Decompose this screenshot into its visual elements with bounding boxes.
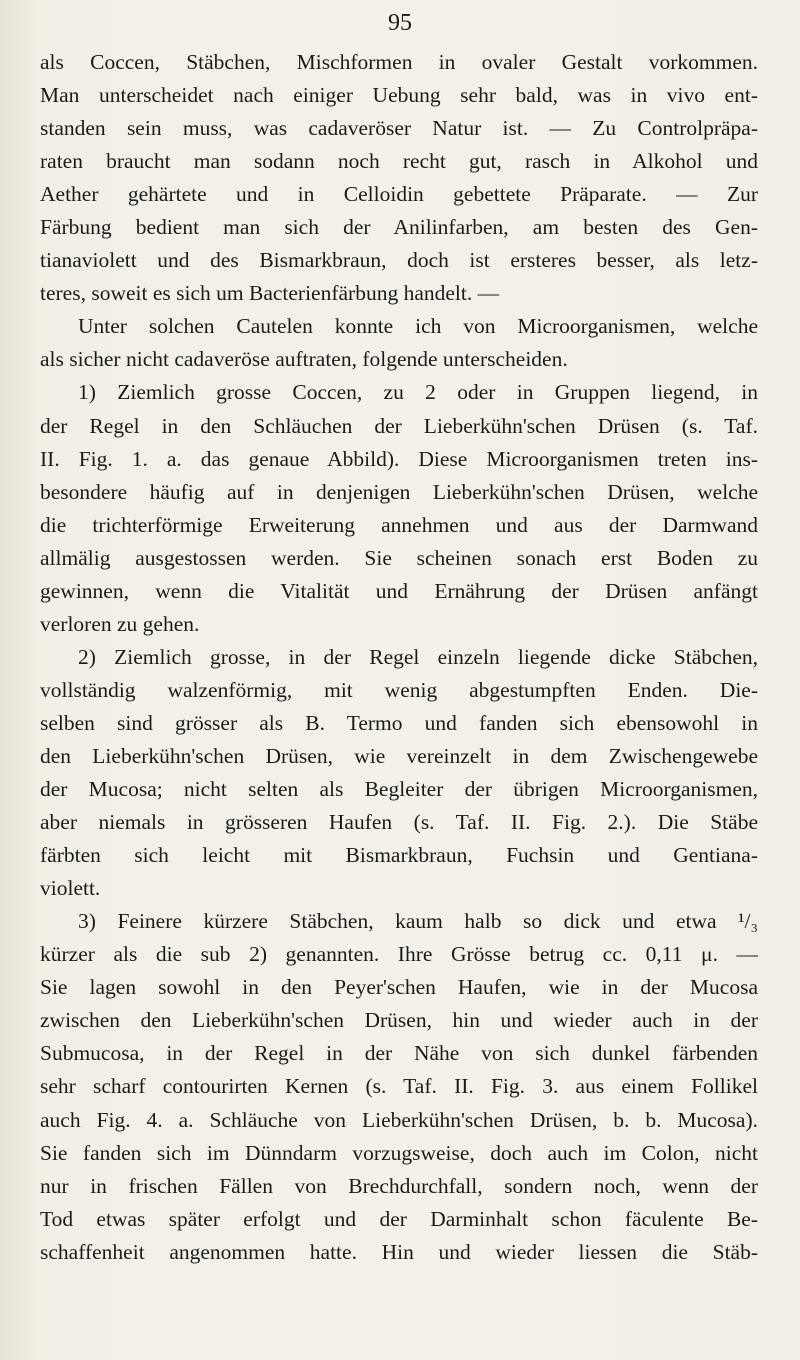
- text-line: 2) Ziemlich grosse, in der Regel einzeln liegende dicke Stäbchen,: [78, 644, 758, 669]
- text-line: als sicher nicht cadaveröse auftraten, folgende unterscheiden.: [40, 347, 568, 372]
- text-line: färbten sich leicht mit Bismarkbraun, Fuchsin und Gentiana-: [40, 843, 758, 868]
- text-line: allmälig ausgestossen werden. Sie scheinen sonach erst Boden zu: [40, 545, 758, 570]
- text-line: der Mucosa; nicht selten als Begleiter der übrigen Microorganismen,: [40, 777, 758, 802]
- text-line: nur in frischen Fällen von Brechdurchfall, sondern noch, wenn der: [40, 1173, 758, 1198]
- page-number: 95: [388, 10, 412, 36]
- text-line: Sie fanden sich im Dünndarm vorzugsweise, doch auch im Colon, nicht: [40, 1140, 758, 1165]
- text-line: Submucosa, in der Regel in der Nähe von sich dunkel färbenden: [40, 1041, 758, 1066]
- text-line: als Coccen, Stäbchen, Mischformen in ovaler Gestalt vorkommen.: [40, 50, 758, 74]
- text-line: zwischen den Lieberkühn'schen Drüsen, hin und wieder auch in der: [40, 1008, 758, 1033]
- text-line: verloren zu gehen.: [40, 611, 200, 636]
- text-line: den Lieberkühn'schen Drüsen, wie vereinzelt in dem Zwischengewebe: [40, 743, 758, 768]
- text-line: Tod etwas später erfolgt und der Darminhalt schon fäculente Be-: [40, 1206, 758, 1231]
- body-text: [40, 46, 758, 1269]
- text-line: die trichterförmige Erweiterung annehmen und aus der Darmwand: [40, 512, 758, 537]
- text-line: teres, soweit es sich um Bacterienfärbung handelt. —: [40, 281, 500, 306]
- text-line: der Regel in den Schläuchen der Lieberkühn'schen Drüsen (s. Taf.: [40, 413, 758, 438]
- text-line: raten braucht man sodann noch recht gut, rasch in Alkohol und: [40, 149, 758, 174]
- text-line: 3) Feinere kürzere Stäbchen, kaum halb so dick und etwa ¹/₃: [78, 909, 758, 934]
- text-line: 1) Ziemlich grosse Coccen, zu 2 oder in Gruppen liegend, in: [78, 380, 758, 405]
- text-line: Unter solchen Cautelen konnte ich von Microorganismen, welche: [78, 314, 758, 339]
- text-line: sehr scharf contourirten Kernen (s. Taf. II. Fig. 3. aus einem Follikel: [40, 1074, 758, 1099]
- text-line: Sie lagen sowohl in den Peyer'schen Haufen, wie in der Mucosa: [40, 975, 758, 1000]
- text-line: Färbung bedient man sich der Anilinfarben, am besten des Gen-: [40, 215, 758, 240]
- text-line: II. Fig. 1. a. das genaue Abbild). Diese Microorganismen treten ins-: [40, 446, 758, 471]
- text-line: aber niemals in grösseren Haufen (s. Taf. II. Fig. 2.). Die Stäbe: [40, 810, 758, 835]
- text-line: schaffenheit angenommen hatte. Hin und wieder liessen die Stäb-: [40, 1239, 758, 1264]
- text-line: gewinnen, wenn die Vitalität und Ernährung der Drüsen anfängt: [40, 578, 758, 603]
- text-line: besondere häufig auf in denjenigen Lieberkühn'schen Drüsen, welche: [40, 479, 758, 504]
- text-line: selben sind grösser als B. Termo und fanden sich ebensowohl in: [40, 710, 758, 735]
- text-line: tianaviolett und des Bismarkbraun, doch ist ersteres besser, als letz-: [40, 248, 758, 273]
- text-line: Man unterscheidet nach einiger Uebung sehr bald, was in vivo ent-: [40, 83, 758, 108]
- text-line: auch Fig. 4. a. Schläuche von Lieberkühn'schen Drüsen, b. b. Mucosa).: [40, 1107, 758, 1132]
- text-line: vollständig walzenförmig, mit wenig abgestumpften Enden. Die-: [40, 677, 758, 702]
- text-line: violett.: [40, 876, 101, 901]
- text-line: standen sein muss, was cadaveröser Natur ist. — Zu Controlpräpa-: [40, 116, 758, 141]
- text-line: kürzer als die sub 2) genannten. Ihre Grösse betrug cc. 0,11 μ. —: [40, 942, 758, 967]
- text-line: Aether gehärtete und in Celloidin gebettete Präparate. — Zur: [40, 182, 758, 207]
